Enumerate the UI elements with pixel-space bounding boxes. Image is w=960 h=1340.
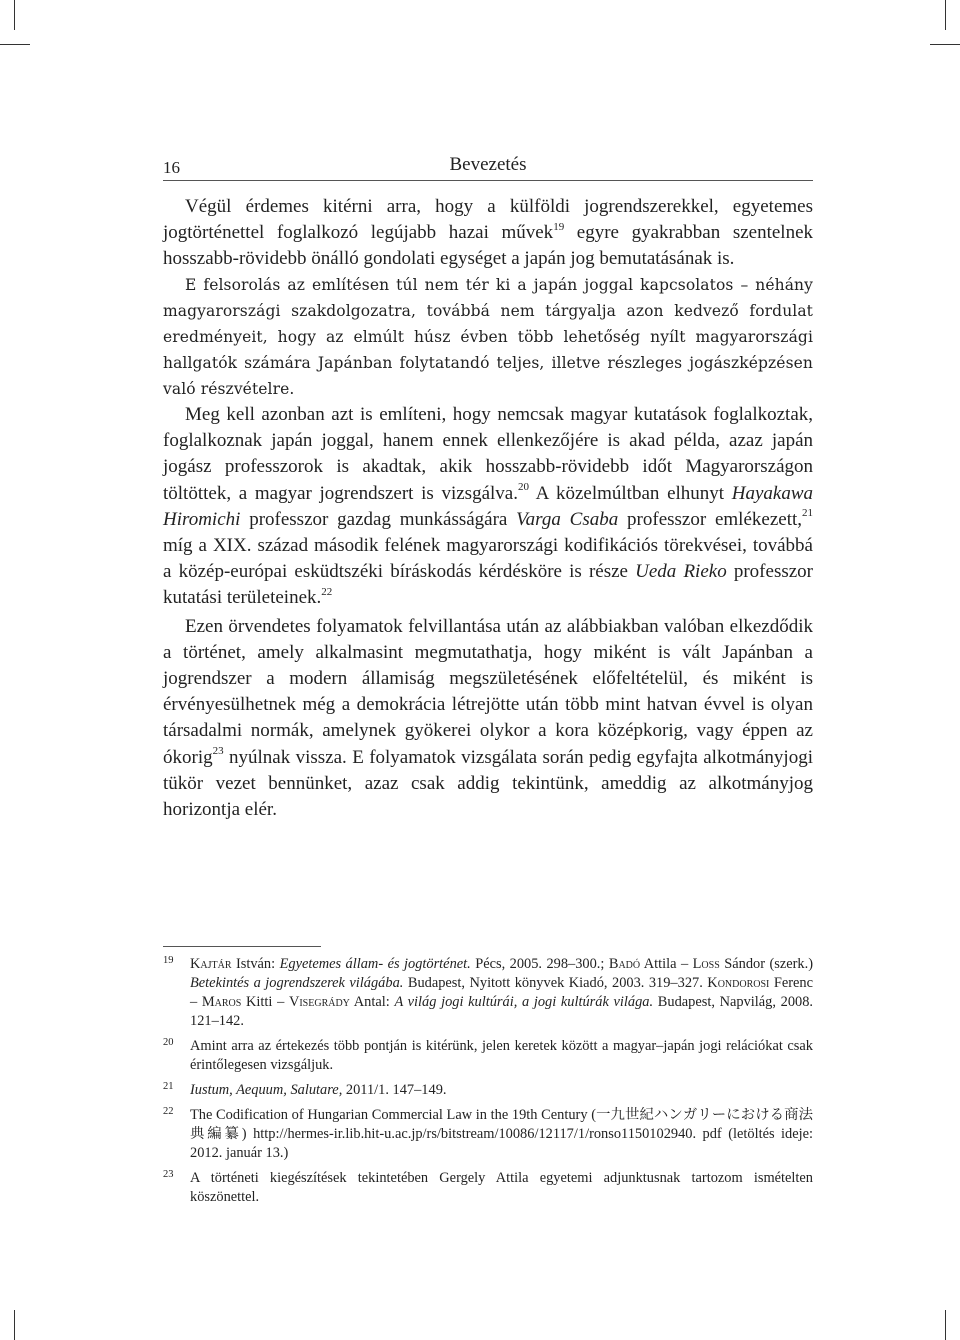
text-run: professzor gazdag munkásságára xyxy=(240,508,517,530)
footnote-text: 2011/1. 147–149. xyxy=(342,1082,447,1098)
footnote-ref: 22 xyxy=(321,586,333,599)
text-run: professzor emlékezett, xyxy=(618,508,802,530)
crop-mark xyxy=(945,1310,946,1340)
text-run: Budapest, Nyitott könyvek Kiadó, 2003. 319–327. xyxy=(403,975,708,991)
text-run: Meg kell azonban azt is említeni, hogy nemcsak magyar kutatások foglalkoztak, foglalkoznak japán joggal, hanem ennek ellenkezőjére is akad példa, azaz japán jogász professzorok is akadtak, akik hosszabb-rövidebb időt Magyarországon töltöttek, a magyar jogrendszert is vizsgálva. xyxy=(163,404,813,504)
text-run: Kitti – xyxy=(241,994,289,1010)
footnote-number: 19 xyxy=(163,955,174,966)
text-run: nyúlnak vissza. E folyamatok vizsgálata során pedig egyfajta alkotmányjogi tükör vezet bennünket, azaz csak addig tekintünk, ameddig az alkotmányjog horizontja elér. xyxy=(163,746,813,821)
author-name: Maros xyxy=(201,994,242,1010)
footnote-number: 21 xyxy=(163,1081,174,1092)
page-header xyxy=(163,154,813,181)
person-name: Hayakawa Hiromichi xyxy=(163,482,814,530)
page-number: 16 xyxy=(163,158,180,177)
footnote-number: 23 xyxy=(163,1169,174,1180)
paragraph-4 xyxy=(163,614,813,824)
journal-title: Iustum, Aequum, Salutare, xyxy=(190,1082,343,1098)
book-title: Egyetemes állam- és jogtörténet. xyxy=(279,956,471,972)
person-name: Ueda Rieko xyxy=(635,561,727,583)
author-name: Kondorosi xyxy=(707,975,770,991)
person-name: Varga Csaba xyxy=(516,508,619,530)
text-run: Pécs, 2005. 298–300.; xyxy=(470,956,609,972)
footnote-text: A történeti kiegészítések tekintetében Gergely Attila egyetemi adjunktusnak tartozom ismételten köszönettel. xyxy=(190,1170,813,1205)
crop-mark xyxy=(930,44,960,45)
running-title: Bevezetés xyxy=(449,154,527,175)
text-run: Antal: xyxy=(349,994,395,1010)
text-run: Ezen örvendetes folyamatok felvillantása után az alábbiakban valóban elkezdődik a történet, amely alkalmasint megmutathatja, hogy miként is vált Japánban a jogrendszer a modern államiság megszületésének előfeltételül, és miként is érvényesülhetnek még a demokrácia létrejötte után több mint hatvan évvel is olyan társadalmi normák, amelynek gyökerei olykor a kora középkorig, vagy éppen az ókorig xyxy=(163,615,813,768)
footnote-number: 20 xyxy=(163,1037,174,1048)
footnote-23 xyxy=(163,1169,813,1207)
text-run: István: xyxy=(231,956,280,972)
footnote-text: Amint arra az értekezés több pontján is kitérünk, jelen keretek között a magyar–japán jogi relációkat csak érintőlegesen vizsgáljuk. xyxy=(190,1038,813,1073)
author-name: Badó xyxy=(608,956,641,972)
text-run: Budapest, Napvilág, 2008. 121–142. xyxy=(190,994,814,1029)
footnote-divider xyxy=(163,946,321,947)
crop-mark xyxy=(14,1310,15,1340)
footnote-number: 22 xyxy=(163,1106,174,1117)
footnote-ref: 23 xyxy=(212,745,224,758)
text-run: míg a XIX. század második felének magyarországi kodifikációs törekvései, továbbá a közép-európai esküdtszéki bíráskodás kérdésköre is része xyxy=(163,535,813,583)
footnote-ref: 19 xyxy=(553,220,565,233)
body-text xyxy=(163,194,813,823)
text-run: professzor kutatási területeinek. xyxy=(163,561,813,609)
text-run: Attila – xyxy=(640,956,693,972)
footnotes xyxy=(163,955,813,1213)
text-run: Ferenc – xyxy=(190,975,813,1010)
author-name: Loss xyxy=(692,956,720,972)
author-name: Visegrády xyxy=(288,994,350,1010)
crop-mark xyxy=(14,0,15,30)
crop-mark xyxy=(0,44,30,45)
footnote-22 xyxy=(163,1106,813,1163)
text-run: egyre gyakrabban szentelnek hosszabb-rövidebb önálló gondolati egységet a japán jog bemutatásának is. xyxy=(163,222,813,269)
footnote-20 xyxy=(163,1037,813,1075)
book-title: A világ jogi kultúrái, a jogi kultúrák világa. xyxy=(394,994,654,1010)
paragraph-3 xyxy=(163,402,813,612)
footnote-text: The Codification of Hungarian Commercial Law in the 19th Century (一九世紀ハンガリーにおける商法典編纂) http://hermes-ir.lib.hit-u.ac.jp/rs/bitstream/10086/12117/1/ronso1150102940. pdf (letöltés ideje: 2012. január 13.) xyxy=(190,1107,813,1161)
paragraph-2: E felsorolás az említésen túl nem tér ki a japán joggal kapcsolatos – néhány magyarországi szakdolgozatra, továbbá nem tárgyalja azon kedvező fordulat eredményeit, hogy az elmúlt húsz évben több lehetőség nyílt magyarországi hallgatók számára Japánban folytatandó teljes, illetve részleges jogászképzésen való részvételre. xyxy=(163,276,813,398)
footnote-19 xyxy=(163,955,813,1031)
author-name: Kajtár xyxy=(190,956,232,972)
paragraph-1 xyxy=(163,194,813,272)
book-title: Betekintés a jogrendszerek világába. xyxy=(190,975,404,991)
crop-mark xyxy=(945,0,946,30)
footnote-ref: 21 xyxy=(802,507,813,520)
footnote-ref: 20 xyxy=(517,481,529,494)
text-run: A közelmúltban elhunyt xyxy=(528,482,732,504)
footnote-21 xyxy=(163,1081,813,1100)
text-run: Végül érdemes kitérni arra, hogy a külföldi jogrendszerekkel, egyetemes jogtörténettel foglalkozó legújabb hazai művek xyxy=(163,196,813,243)
text-run: Sándor (szerk.) xyxy=(719,956,813,972)
